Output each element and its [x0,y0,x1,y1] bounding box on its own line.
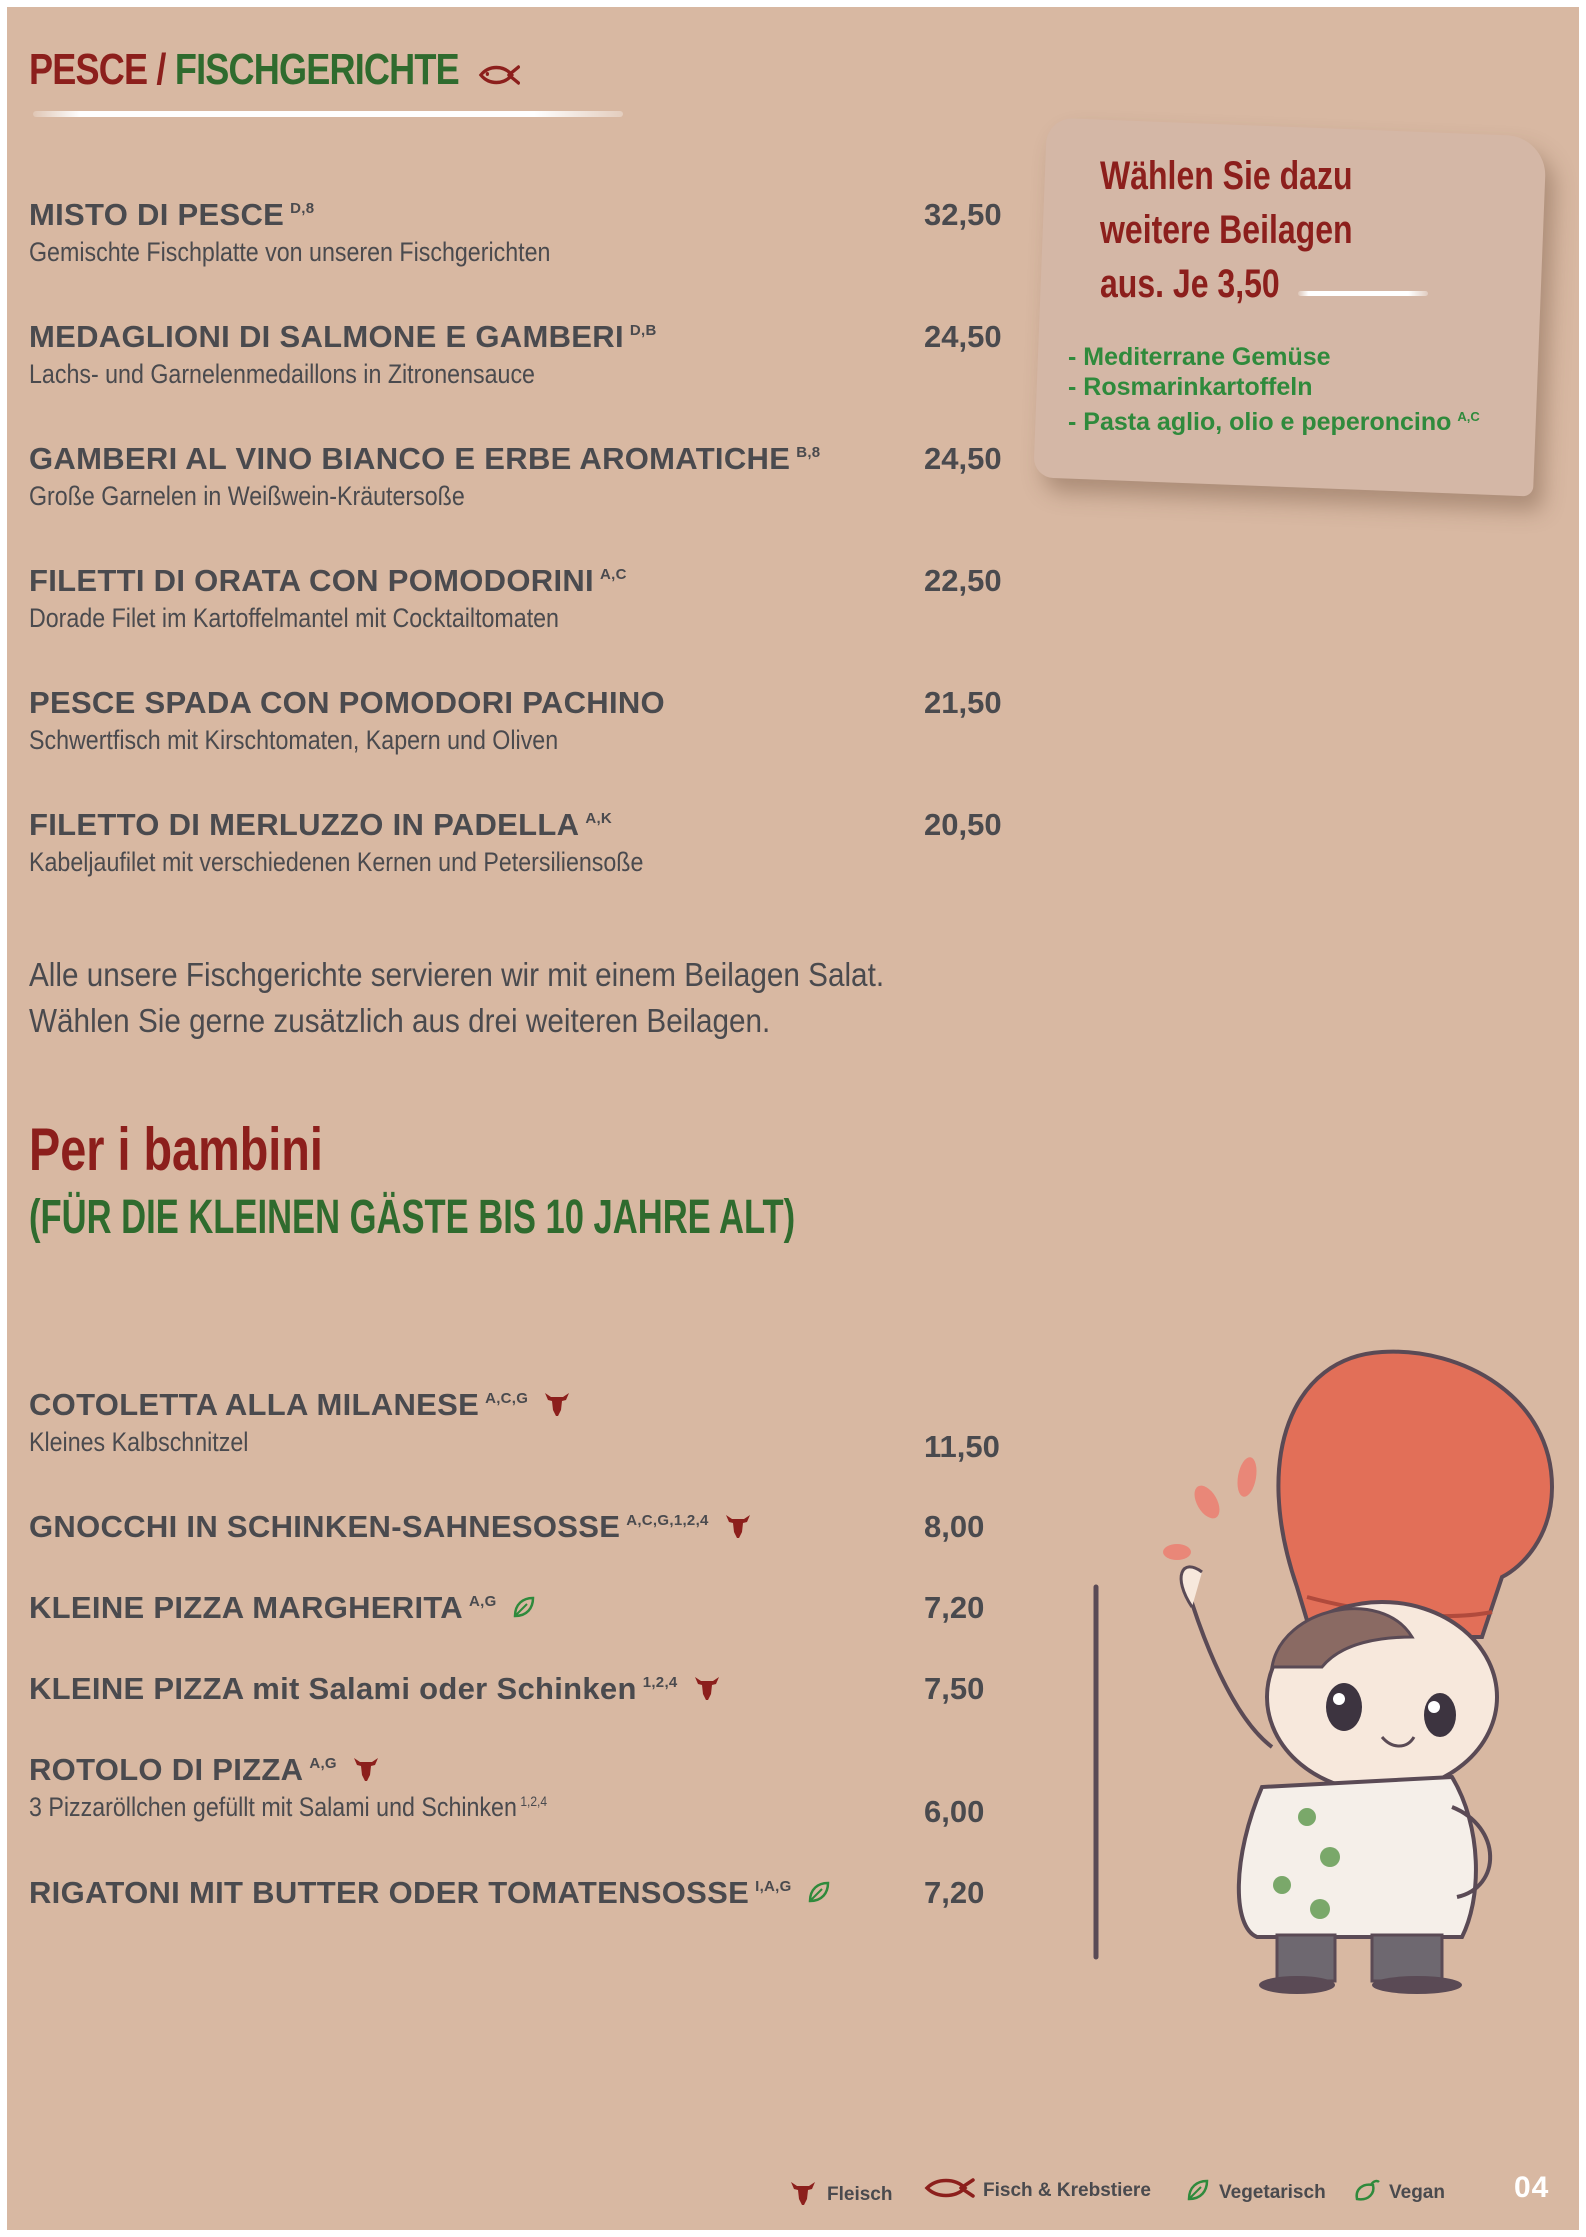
item-price: 6,00 [924,1794,985,1829]
sides-card [1040,127,1560,507]
meat-icon [542,1388,572,1426]
section-title-fish [29,45,521,97]
page-number: 04 [1514,2171,1550,2204]
legend-vegetarian-label: Vegetarisch [1219,2181,1326,2203]
list-item: - Mediterrane Gemüse [1068,343,1331,371]
side-salad-note [29,952,884,1044]
allergen-codes: D,B [629,322,657,339]
item-price: 21,50 [924,685,1002,720]
item-name: KLEINE PIZZA MARGHERITA $^{A,G}$ [29,1590,537,1628]
card-underline [1298,291,1428,296]
allergen-codes: B,8 [796,444,821,461]
item-price: 7,20 [924,1590,985,1625]
item-price: 24,50 [924,319,1002,354]
fish-icon [923,2177,975,2204]
item-name: PESCE SPADA CON POMODORI PACHINO [29,685,665,720]
item-name: ROTOLO DI PIZZA $^{A,G}$ [29,1752,381,1791]
item-description: Gemischte Fischplatte von unseren Fischgerichten [29,237,551,267]
title-separator: / [156,45,166,94]
item-name: KLEINE PIZZA mit Salami oder Schinken $^{1,2,4}$ [29,1671,722,1710]
meat-icon [351,1753,381,1791]
item-price: 20,50 [924,807,1002,842]
allergen-codes: A,C,G,1,2,4 [626,1512,709,1529]
title-italian: PESCE [29,45,148,94]
allergen-codes: D,8 [290,200,315,217]
legend-meat-label: Fleisch [827,2183,893,2205]
meat-icon [692,1672,722,1710]
item-price: 22,50 [924,563,1002,598]
vegan-icon [1353,2177,1381,2208]
item-price: 8,00 [924,1509,985,1544]
note-line-2: Wählen Sie gerne zusätzlich aus drei weiteren Beilagen. [29,1002,771,1039]
vegetarian-icon [1185,2177,1211,2208]
legend-fish [923,2177,1151,2204]
item-name: MISTO DI PESCE $^{D,8}$ [29,197,315,232]
legend-fish-label: Fisch & Krebstiere [983,2179,1151,2201]
sides-list [1068,342,1480,437]
item-description: Lachs- und Garnelenmedaillons in Zitronensauce [29,359,535,389]
item-name: RIGATONI MIT BUTTER ODER TOMATENSOSSE $^{I,A,G}$ [29,1875,832,1913]
fish-icon [478,47,521,97]
kids-section-title: Per i bambini [29,1116,323,1183]
chef-illustration [1082,1337,1572,2002]
item-price: 7,50 [924,1671,985,1706]
item-price: 11,50 [924,1429,1000,1464]
legend-vegan [1353,2177,1445,2208]
item-name: FILETTO DI MERLUZZO IN PADELLA $^{A,K}$ [29,807,613,842]
allergen-codes: A,C [599,566,627,583]
meat-icon [723,1510,753,1548]
item-price: 24,50 [924,441,1002,476]
allergen-codes: A,G [469,1593,497,1610]
allergen-codes: A,C,G [485,1390,529,1407]
item-name: FILETTI DI ORATA CON POMODORINI $^{A,C}$ [29,563,627,598]
title-german: FISCHGERICHTE [174,45,459,94]
list-item: - Pasta aglio, olio e peperoncino $^{A,C}$ [1068,408,1480,436]
vegetarian-icon [806,1877,832,1913]
allergen-codes: A,K [585,810,613,827]
item-description: Dorade Filet im Kartoffelmantel mit Cocktailtomaten [29,603,559,633]
item-price: 32,50 [924,197,1002,232]
item-description: Große Garnelen in Weißwein-Kräutersoße [29,481,465,511]
meat-icon [787,2177,819,2212]
item-name: MEDAGLIONI DI SALMONE E GAMBERI $^{D,B}$ [29,319,657,354]
allergen-codes: 1,2,4 [642,1674,678,1691]
item-description: Kabeljaufilet mit verschiedenen Kernen und Petersiliensoße [29,847,644,877]
item-description: Schwertfisch mit Kirschtomaten, Kapern und Oliven [29,725,559,755]
sides-card-heading: Wählen Sie dazu weitere Beilagen aus. Je 3,50 [1100,154,1353,306]
item-description: Kleines Kalbschnitzel [29,1427,249,1457]
menu-page [7,7,1579,2230]
legend-vegetarian [1185,2177,1326,2208]
item-name: GAMBERI AL VINO BIANCO E ERBE AROMATICHE $^{B,8}$ [29,441,821,476]
note-line-1: Alle unsere Fischgerichte servieren wir mit einem Beilagen Salat. [29,956,885,993]
vegetarian-icon [511,1592,537,1628]
icon-legend [7,2177,1579,2209]
item-price: 7,20 [924,1875,985,1910]
legend-vegan-label: Vegan [1389,2181,1445,2203]
list-item: - Rosmarinkartoffeln [1068,373,1313,401]
item-name: COTOLETTA ALLA MILANESE $^{A,C,G}$ [29,1387,572,1426]
allergen-codes: A,G [309,1755,337,1772]
item-name: GNOCCHI IN SCHINKEN-SAHNESOSSE $^{A,C,G,1,2,4}$ [29,1509,753,1548]
kids-section-subtitle: (FÜR DIE KLEINEN GÄSTE BIS 10 JAHRE ALT) [29,1191,796,1244]
title-underline [33,111,623,117]
legend-meat [787,2177,892,2212]
item-description: 3 Pizzaröllchen gefüllt mit Salami und Schinken $^{1,2,4}$ [29,1792,548,1822]
allergen-codes: I,A,G [755,1878,792,1895]
